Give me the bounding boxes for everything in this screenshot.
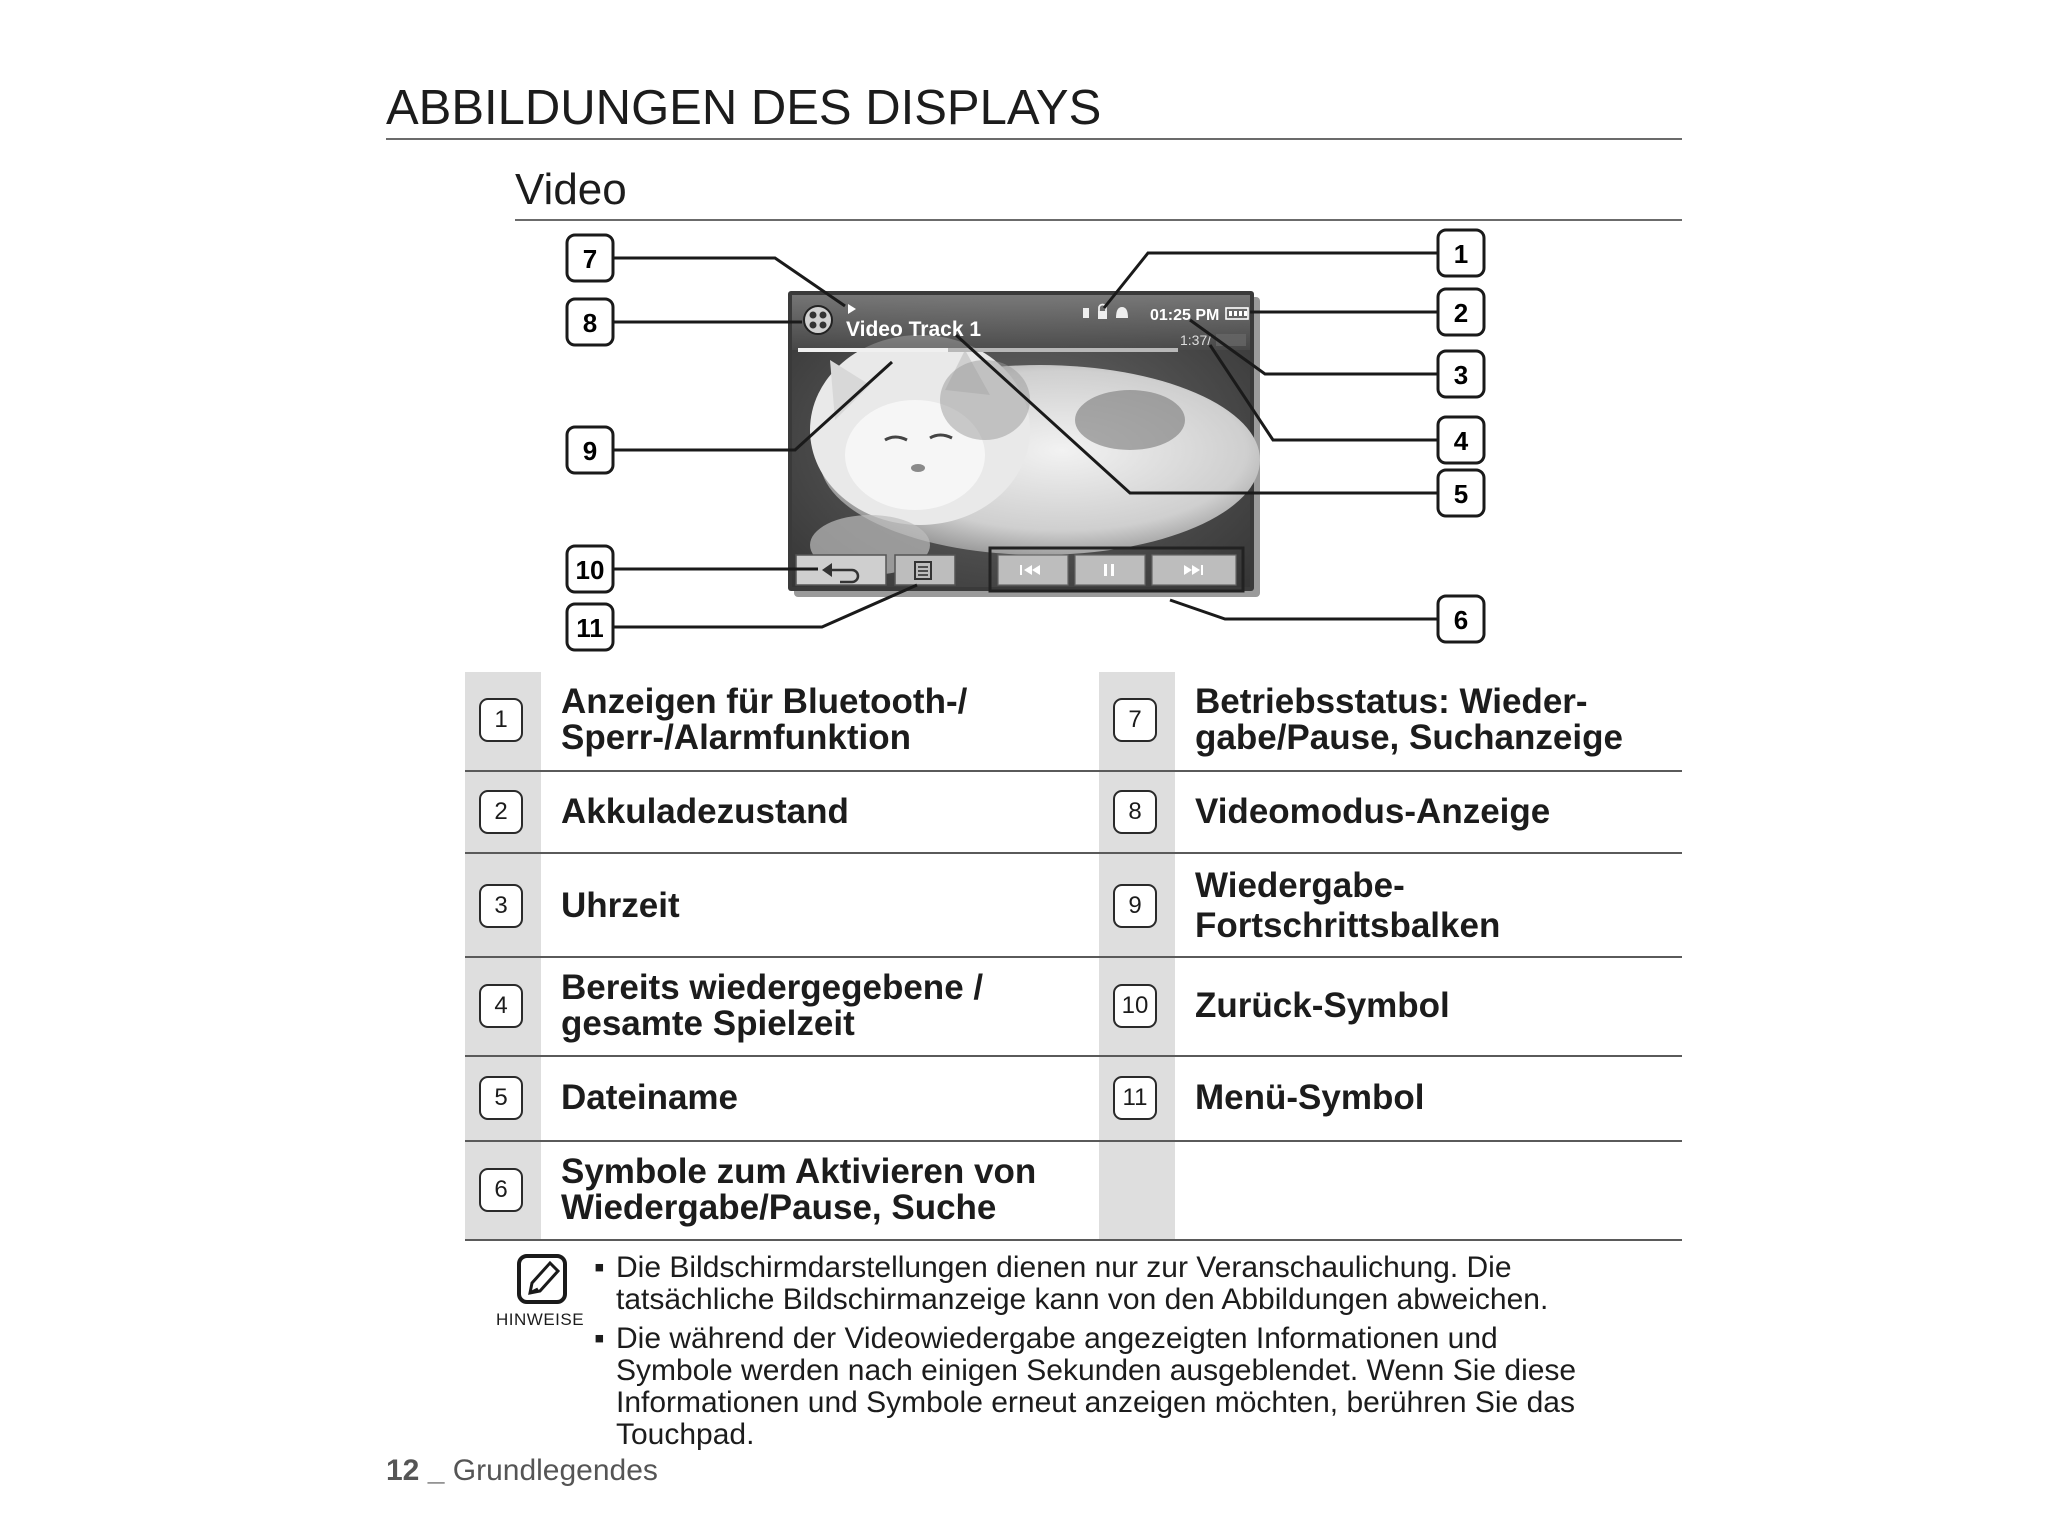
table-row <box>465 1057 1682 1142</box>
svg-text:9: 9 <box>582 436 598 466</box>
section-title: ABBILDUNGEN DES DISPLAYS <box>386 81 1102 135</box>
legend-number: 6 <box>479 1168 523 1212</box>
callout-10 <box>567 546 613 592</box>
legend-number: 7 <box>1113 698 1157 742</box>
legend-number: 9 <box>1113 884 1157 928</box>
table-row <box>465 854 1682 958</box>
note-bullet: ▪ Die Bildschirmdarstellungen dienen nur zur Veranschaulichung. Die tatsächliche Bildschirmanzeige kann von den Abbildungen abweichen. <box>594 1251 1549 1316</box>
svg-text:6: 6 <box>1453 605 1469 635</box>
page-number: 12 <box>386 1454 420 1487</box>
svg-text:2: 2 <box>1453 298 1469 328</box>
legend-text: Betriebsstatus: Wieder- gabe/Pause, Suchanzeige <box>1195 682 1623 757</box>
menu-button <box>895 555 955 585</box>
svg-text:11: 11 <box>576 613 604 643</box>
svg-text:3: 3 <box>1453 360 1469 390</box>
svg-text:1: 1 <box>1453 239 1469 269</box>
legend-text: Dateiname <box>561 1078 739 1117</box>
callout-11 <box>567 604 613 650</box>
note-bullet-text: Die während der Videowiedergabe angezeigten Informationen und Symbole werden nach einigen Sekunden ausgeblendet. Wenn Sie diese Informationen und Symbole erneut anzeigen möchten, berühren Sie das Touchpad. <box>616 1322 1577 1451</box>
footer-separator: _ <box>427 1454 445 1487</box>
pause-button <box>1075 555 1145 585</box>
legend-text: Anzeigen für Bluetooth-/ Sperr-/Alarmfunktion <box>561 682 968 757</box>
callout-1 <box>1438 230 1484 276</box>
legend-number: 8 <box>1113 790 1157 834</box>
table-row <box>465 958 1682 1057</box>
legend-text: Akkuladezustand <box>561 792 849 831</box>
legend-number: 5 <box>479 1076 523 1120</box>
clock-text: 01:25 PM <box>1150 307 1220 324</box>
svg-text:7: 7 <box>582 244 598 274</box>
legend-text: Uhrzeit <box>561 886 680 925</box>
track-title: Video Track 1 <box>846 318 982 341</box>
callout-2 <box>1438 289 1484 335</box>
note-pencil-icon <box>516 1253 568 1305</box>
callout-9 <box>567 427 613 473</box>
note-label: HINWEISE <box>496 1310 585 1329</box>
callout-6 <box>1438 596 1484 642</box>
legend-number: 1 <box>479 698 523 742</box>
video-mode-icon <box>804 306 832 334</box>
video-screen-diagram <box>0 0 2048 660</box>
callout-3 <box>1438 351 1484 397</box>
svg-text:8: 8 <box>582 308 598 338</box>
time-display: 1:37/ <box>1180 332 1212 348</box>
note-bullet-text: Die Bildschirmdarstellungen dienen nur zur Veranschaulichung. Die tatsächliche Bildschirmanzeige kann von den Abbildungen abweichen. <box>616 1251 1549 1316</box>
table-row <box>465 772 1682 854</box>
legend-text: Videomodus-Anzeige <box>1195 792 1551 831</box>
svg-text:10: 10 <box>575 555 605 585</box>
callout-5 <box>1438 470 1484 516</box>
progress-bar-fill <box>798 348 948 352</box>
table-row <box>465 1142 1682 1241</box>
callout-8 <box>567 299 613 345</box>
legend-number: 3 <box>479 884 523 928</box>
legend-text: Symbole zum Aktivieren von Wiedergabe/Pause, Suche <box>561 1152 1037 1227</box>
table-row <box>465 672 1682 772</box>
callout-4 <box>1438 417 1484 463</box>
legend-text: Wiedergabe- Fortschrittsbalken <box>1195 866 1501 945</box>
legend-number: 11 <box>1113 1076 1157 1120</box>
note-bullet: ▪ Die während der Videowiedergabe angezeigten Informationen und Symbole werden nach einigen Sekunden ausgeblendet. Wenn Sie diese Informationen und Symbole erneut anzeigen möchten, berühren Sie das Touchpad. <box>594 1322 1577 1451</box>
legend-text: Menü-Symbol <box>1195 1078 1425 1117</box>
legend-text: Bereits wiedergegebene / gesamte Spielzeit <box>561 968 984 1043</box>
svg-text:5: 5 <box>1453 479 1469 509</box>
bluetooth-icon <box>1083 308 1089 318</box>
subsection-title: Video <box>515 165 627 214</box>
page-footer <box>386 1454 658 1488</box>
legend-number: 10 <box>1113 984 1157 1028</box>
chapter-name: Grundlegendes <box>452 1454 658 1487</box>
legend-number: 2 <box>479 790 523 834</box>
svg-text:4: 4 <box>1453 426 1469 456</box>
legend-number: 4 <box>479 984 523 1028</box>
callout-7 <box>567 235 613 281</box>
legend-text: Zurück-Symbol <box>1195 986 1450 1025</box>
